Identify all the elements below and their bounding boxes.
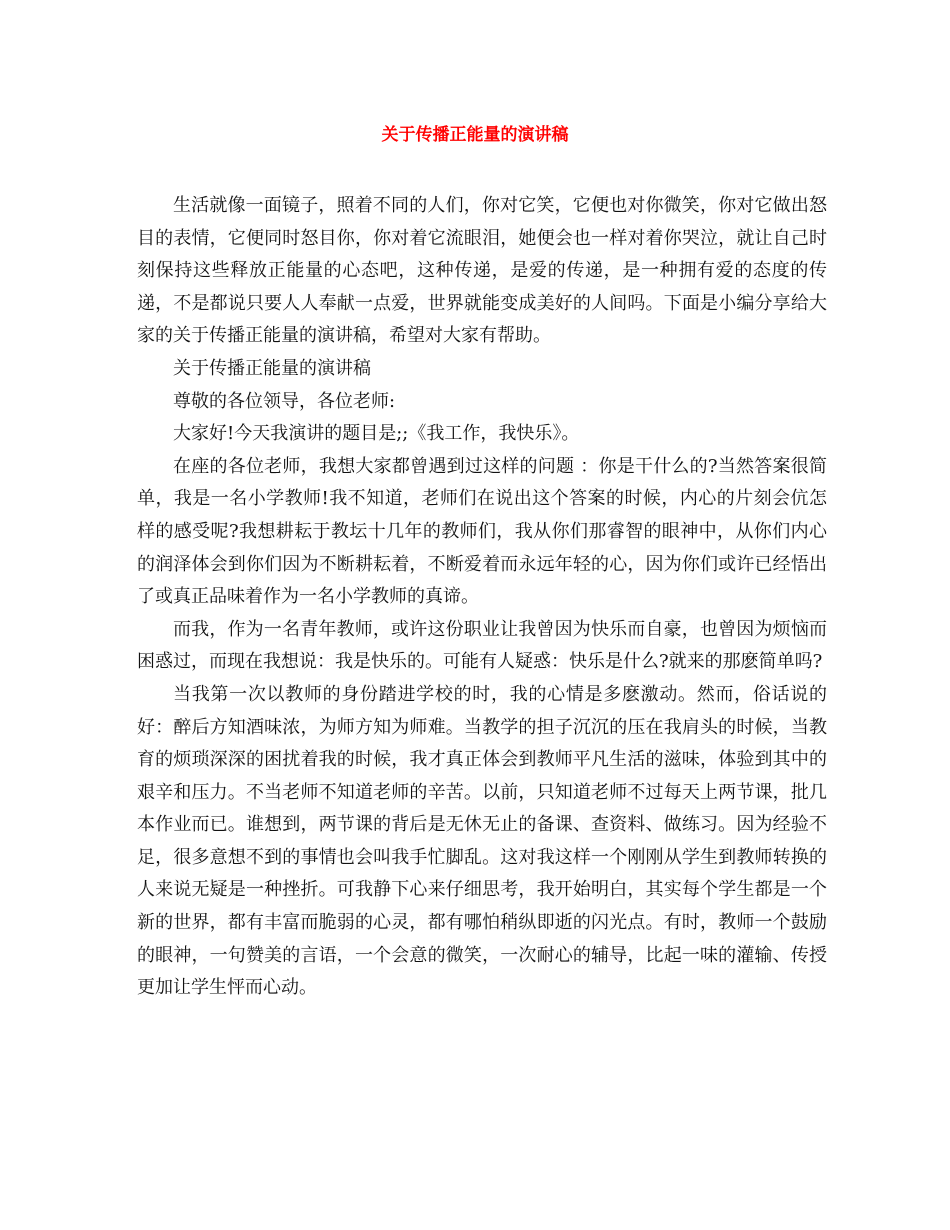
paragraph-greeting: 大家好!今天我演讲的题目是;;《我工作，我快乐》。 bbox=[173, 423, 580, 445]
document-title: 关于传播正能量的演讲稿 bbox=[381, 125, 569, 145]
paragraph-body-3: 当我第一次以教师的身份踏进学校的时，我的心情是多麽激动。然而，俗话说的好：醉后方知酒味浓，为师方知为师难。当教学的担子沉沉的压在我肩头的时候，当教育的烦琐深深的困扰着我的时候，我才真正体会到教师平凡生活的滋味，体验到其中的艰辛和压力。不当老师不知道老师的辛苦。以前，只知道老师不过每天上两节课，批几本作业而已。谁想到，两节课的背后是无休无止的备课、查资料、做练习。因为经验不足，很多意想不到的事情也会叫我手忙脚乱。这对我这样一个刚刚从学生到教师转换的人来说无疑是一种挫折。可我静下心来仔细思考，我开始明白，其实每个学生都是一个新的世界，都有丰富而脆弱的心灵，都有哪怕稍纵即逝的闪光点。有时，教师一个鼓励的眼神，一句赞美的言语，一个会意的微笑，一次耐心的辅导，比起一味的灌输、传授更加让学生怦而心动。 bbox=[137, 683, 827, 999]
document-body bbox=[137, 190, 827, 1005]
paragraph-body-1: 在座的各位老师，我想大家都曾遇到过这样的问题 ：你是干什么的?当然答案很简单，我是一名小学教师!我不知道，老师们在说出这个答案的时候，内心的片刻会伉怎样的感受呢?我想耕耘于教坛十几年的教师们，我从你们那睿智的眼神中，从你们内心的润泽体会到你们因为不断耕耘着，不断爱着而永远年轻的心，因为你们或许已经悟出了或真正品味着作为一名小学教师的真谛。 bbox=[137, 455, 827, 608]
paragraph-salutation: 尊敬的各位领导，各位老师: bbox=[173, 390, 396, 412]
paragraph-subtitle: 关于传播正能量的演讲稿 bbox=[173, 357, 371, 379]
paragraph-intro: 生活就像一面镜子，照着不同的人们，你对它笑，它便也对你微笑，你对它做出怒目的表情，它便同时怒目你，你对着它流眼泪，她便会也一样对着你哭泣，就让自己时刻保持这些释放正能量的心态吧，这种传递，是爱的传递，是一种拥有爱的态度的传递，不是都说只要人人奉献一点爱，世界就能变成美好的人间吗。下面是小编分享给大家的关于传播正能量的演讲稿，希望对大家有帮助。 bbox=[137, 195, 827, 347]
paragraph-body-2: 而我，作为一名青年教师，或许这份职业让我曾因为快乐而自豪，也曾因为烦恼而困惑过，而现在我想说：我是快乐的。可能有人疑惑：快乐是什么?就来的那麽简单吗? bbox=[137, 618, 827, 673]
